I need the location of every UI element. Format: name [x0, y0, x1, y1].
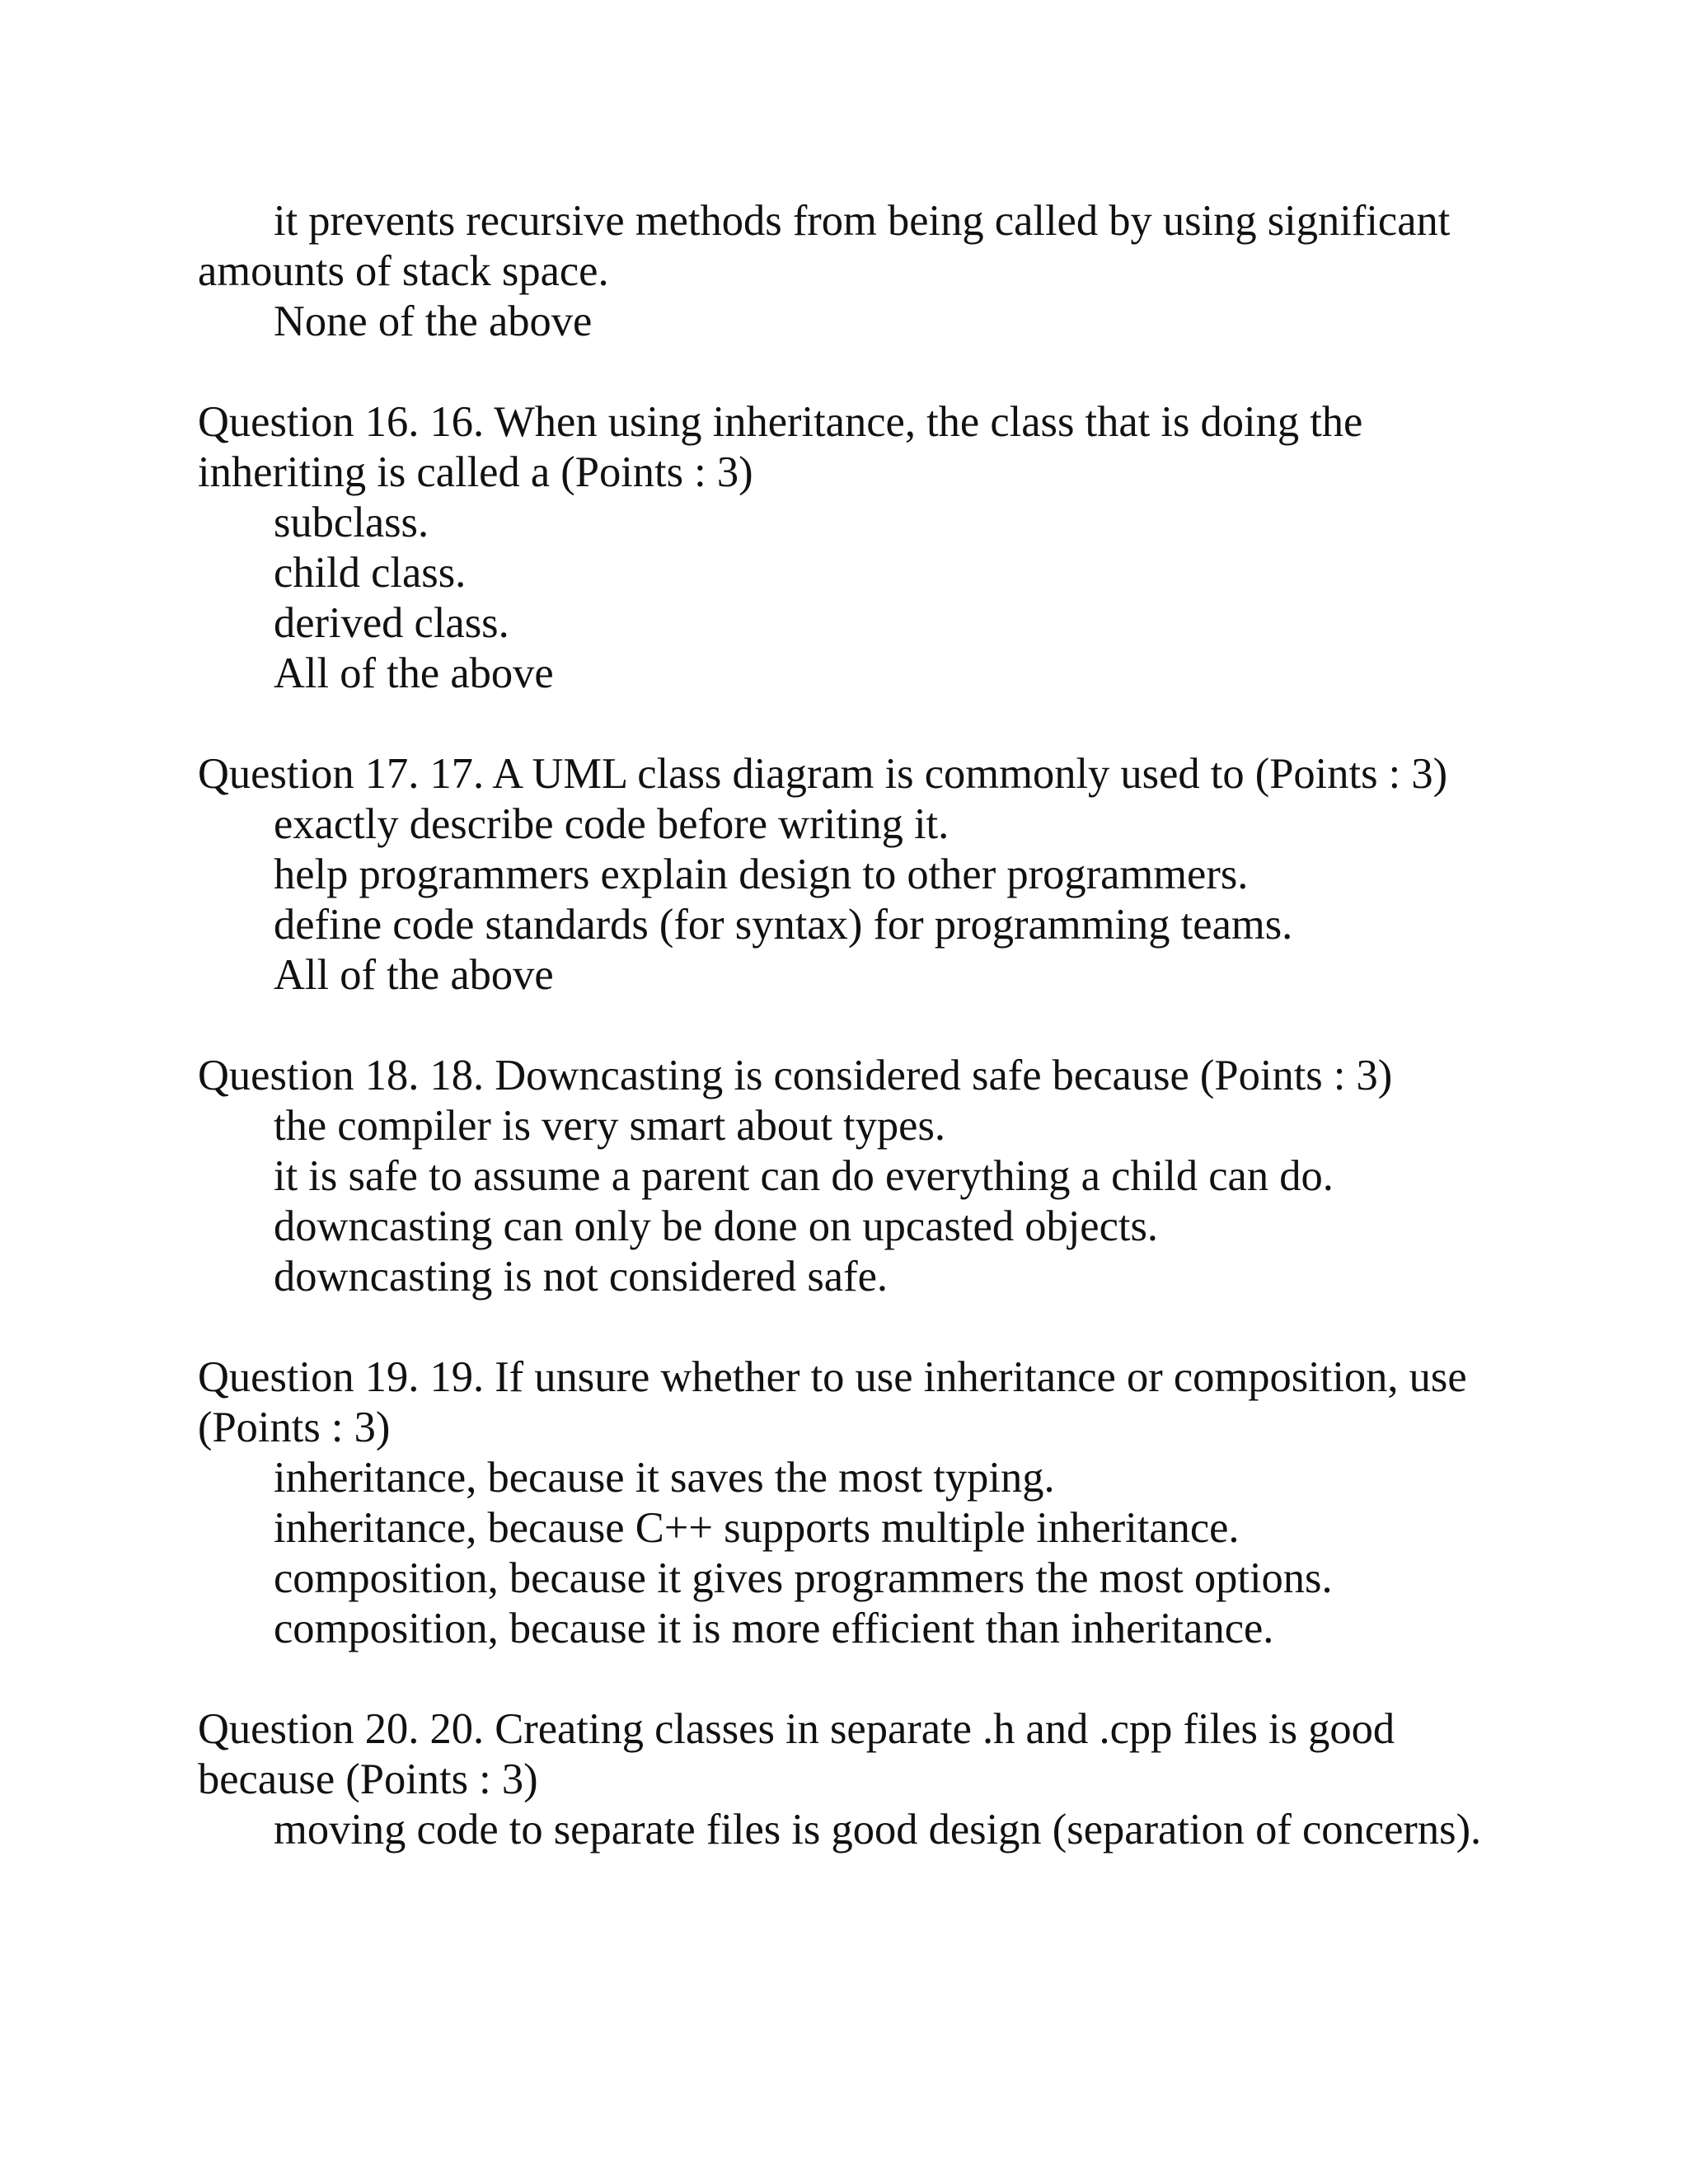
option-none-of-the-above: None of the above	[274, 298, 593, 345]
answer-option: inheritance, because it saves the most typing.	[274, 1454, 1055, 1502]
question-20	[198, 1704, 1500, 1855]
question-19	[198, 1352, 1500, 1654]
answer-option: composition, because it gives programmers the most options.	[274, 1554, 1333, 1602]
spacer	[198, 1654, 1500, 1704]
question-prompt: Question 19. 19. If unsure whether to use inheritance or composition, use (Points : 3)	[198, 1353, 1467, 1451]
answer-option: child class.	[274, 549, 467, 597]
question-prompt: Question 20. 20. Creating classes in separate .h and .cpp files is good because (Points : 3)	[198, 1705, 1395, 1803]
question-prompt: Question 16. 16. When using inheritance, the class that is doing the inheriting is called a (Points : 3)	[198, 398, 1363, 496]
answer-option: exactly describe code before writing it.	[274, 800, 950, 848]
answer-option: derived class.	[274, 599, 509, 647]
answer-option: downcasting is not considered safe.	[274, 1253, 889, 1301]
question-17	[198, 749, 1500, 1001]
question-prompt: Question 18. 18. Downcasting is considered safe because (Points : 3)	[198, 1052, 1393, 1099]
answer-option: define code standards (for syntax) for programming teams.	[274, 901, 1293, 949]
answer-option: the compiler is very smart about types.	[274, 1102, 946, 1150]
answer-option: inheritance, because C++ supports multiple inheritance.	[274, 1504, 1240, 1552]
answer-option: moving code to separate files is good design (separation of concerns).	[274, 1806, 1482, 1854]
answer-option: downcasting can only be done on upcasted objects.	[274, 1202, 1159, 1250]
spacer	[198, 699, 1500, 749]
answer-option: All of the above	[274, 951, 554, 999]
continued-option: it prevents recursive methods from being called by using significant amounts of stack space.	[198, 197, 1451, 295]
question-18	[198, 1051, 1500, 1302]
answer-option: All of the above	[274, 649, 554, 697]
answer-option: it is safe to assume a parent can do everything a child can do.	[274, 1152, 1334, 1200]
question-16	[198, 397, 1500, 699]
document-page	[198, 196, 1500, 1855]
spacer	[198, 1001, 1500, 1051]
answer-option: subclass.	[274, 499, 429, 546]
spacer	[198, 347, 1500, 397]
spacer	[198, 1302, 1500, 1352]
answer-option: help programmers explain design to other programmers.	[274, 851, 1249, 898]
answer-option: composition, because it is more efficient than inheritance.	[274, 1605, 1274, 1652]
question-prompt: Question 17. 17. A UML class diagram is commonly used to (Points : 3)	[198, 750, 1448, 798]
